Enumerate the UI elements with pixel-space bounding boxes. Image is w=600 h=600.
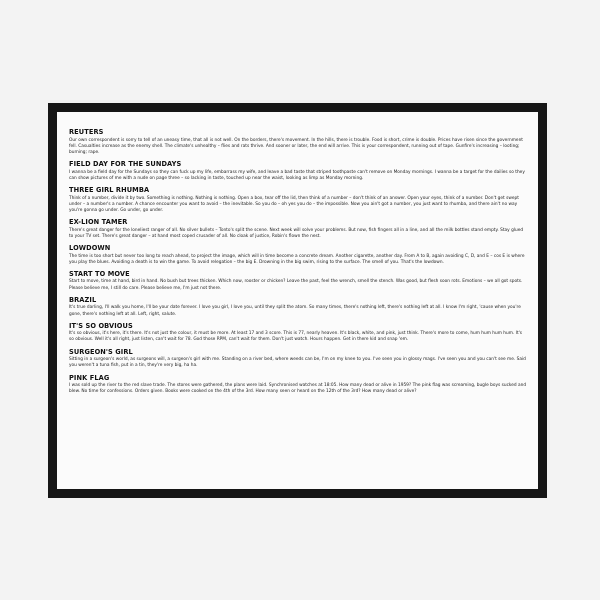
- song-lyrics: I was sold up the river to the red slave trade. The stores were gathered, the plans were laid. Synchronised watches at 18:05. How many dead or alive in 1959? The pink flag was screaming, bugle boys sucked and blew. No time for confessions. Orders given. Books were cooked on the 4th of the 3rd. How many seen or heard on the 12th of the 3rd? How many dead or alive?: [69, 383, 527, 395]
- song-block: [69, 244, 528, 266]
- song-block: [69, 270, 528, 292]
- lyrics-list: [69, 128, 528, 399]
- song-block: [69, 128, 528, 156]
- song-lyrics: It's true darling, I'll walk you home, I'll be your date forever. I love you girl, I love you, until they split the atom. So many times, there's nothing left, there's nothing left at all. I know I'm right, 'cause when you're gone, there's nothing left at all. Left, right, salute.: [69, 305, 521, 317]
- song-lyrics: It's so obvious, it's here, it's there. It's not just the colour, it must be more. At least 17 and 3 score. This is 77, nearly heaven. It's black, white, and pink, just think. There's more to come, hum hum hum hum. It's so obvious. Well it's all right, just listen, can't wait for 78. God those RPM, can't wait for them. Don't just watch. Hours happen. Get in there kid and snap 'em.: [69, 331, 523, 343]
- song-title: EX-LION TAMER: [69, 218, 128, 227]
- song-block: [69, 218, 528, 240]
- song-block: [69, 348, 528, 370]
- song-title: FIELD DAY FOR THE SUNDAYS: [69, 160, 182, 169]
- song-block: [69, 160, 528, 182]
- song-title: LOWDOWN: [69, 244, 111, 253]
- song-lyrics: Start to move, time at hand, bird in hand. No bush but trees thicken. Which now, rooster or chicken? Leave the past, feel the wrench, smell the stench. Was good, but flesh soon rots. Emotions – we all got spots. Please believe me, I still do care. Please believe me, I'm just not there.: [69, 279, 523, 291]
- lyric-sheet-frame: [48, 103, 547, 498]
- song-lyrics: There's great danger for the loneliest ranger of all. No silver bullets – Tonto's split the scene. Next week will solve your problems. But now, fish fingers all in a line, and all the milk bottles stand empty. Stay glued to your TV set. There's great danger – at hand most coped crusader of all. No cloak of justice, Robin's flown the nest.: [69, 227, 524, 239]
- song-block: [69, 296, 528, 318]
- song-block: [69, 186, 528, 214]
- song-title: SURGEON'S GIRL: [69, 347, 133, 356]
- song-lyrics: Think of a number, divide it by two. Something is nothing. Nothing is nothing. Open a box, tear off the lid, then think of a number – don't think of an answer. Open your eyes, think of a number. Don't get swept under – a number's a number. A chance encounter you want to avoid – the inevitable. So you do – oh yes you do – the impossible. Now you ain't got a number, you just want to rhumba, and there ain't no way you're gonna go under. Go under, go under.: [69, 195, 519, 213]
- song-lyrics: Our own correspondent is sorry to tell of an uneasy time, that all is not well. On the borders, there's movement. In the hills, there is trouble. Food is short, crime is double. Prices have risen since the government fell. Casualties increase as the enemy shell. The climate's unhealthy – flies and rats thrive. And sooner or later, the end will arrive. This is your correspondent, running out of tape. Gunfire's increasing – looting; burning; rape.: [69, 137, 523, 155]
- song-block: [69, 322, 528, 344]
- song-title: PINK FLAG: [69, 373, 110, 382]
- song-lyrics: The time is too short but never too long to reach ahead, to project the image, which will in time become a concrete dream. Another cigarette, another day. From A to B, again avoiding C, D, and E – cos E is where you play the blues. Avoiding a death is to win the game. To avoid relegation – the big E. Drowning in the big swim, rising to the surface. The smell of you. That's the lowdown.: [69, 253, 525, 265]
- song-title: THREE GIRL RHUMBA: [69, 186, 150, 195]
- lyric-sheet: [57, 112, 538, 489]
- song-lyrics: Sitting in a surgeon's world, as surgeons will, a surgeon's girl with me. Standing on a river bed, where weeds can be, I'm on my knee to you. I've seen you in glossy mags. I've seen you and you can't see me. Said you weren't a tuna fish, put in a tin, they're very big, ha ha.: [69, 357, 526, 369]
- song-title: REUTERS: [69, 128, 104, 136]
- song-block: [69, 374, 528, 396]
- song-title: IT'S SO OBVIOUS: [69, 321, 133, 330]
- song-title: BRAZIL: [69, 295, 97, 304]
- song-title: START TO MOVE: [69, 269, 130, 278]
- song-lyrics: I wanna be a field day for the Sundays so they can fuck up my life, embarrass my wife, and leave a bad taste that striped toothpaste can't remove on Monday mornings. I wanna be a target for the dailies so they can show pictures of me with a nude on page three – so lacking in taste, touched up near the waist, looking as limp as Monday morning.: [69, 169, 525, 181]
